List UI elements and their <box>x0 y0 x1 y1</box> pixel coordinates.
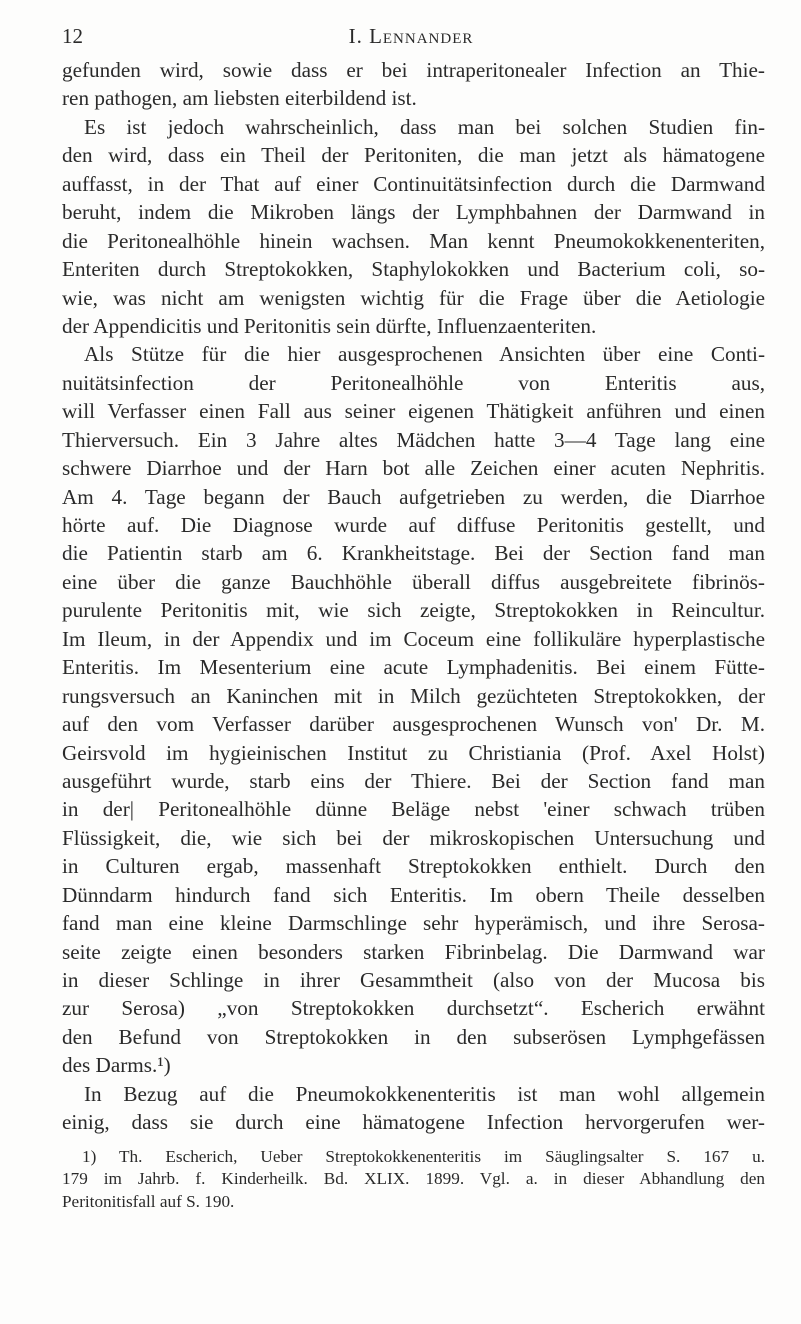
text-line: In Bezug auf die Pneumokokkenenteritis ist man wohl allgemein <box>84 1081 765 1106</box>
text-line: die Peritonealhöhle hinein wachsen. Man kennt Pneumokokkenenteriten, <box>62 228 765 253</box>
footnote-line: 1) Th. Escherich, Ueber Streptokokkenenteritis im Säuglingsalter S. 167 u. <box>82 1147 765 1166</box>
footnote-line: 179 im Jahrb. f. Kinderheilk. Bd. XLIX. 1899. Vgl. a. in dieser Abhandlung den <box>62 1169 765 1189</box>
text-line: Im Ileum, in der Appendix und im Coceum eine follikuläre hyperplastische <box>62 626 765 651</box>
text-line: in Culturen ergab, massenhaft Streptokokken enthielt. Durch den <box>62 854 765 879</box>
footnotes <box>62 1146 765 1213</box>
text-line: eine über die ganze Bauchhöhle überall diffus ausgebreitete fibrinös- <box>62 569 765 594</box>
text-line: den wird, dass ein Theil der Peritoniten, die man jetzt als hämatogene <box>62 143 765 168</box>
text-line: ausgeführt wurde, starb eins der Thiere. Bei der Section fand man <box>62 768 765 793</box>
running-head: I. Lennander <box>348 24 474 48</box>
text-line: einig, dass sie durch eine hämatogene Infection hervorgerufen wer- <box>62 1110 765 1135</box>
text-line: Enteritis. Im Mesenterium eine acute Lymphadenitis. Bei einem Fütte- <box>62 655 765 680</box>
text-line: in dieser Schlinge in ihrer Gesammtheit (also von der Mucosa bis <box>62 968 765 992</box>
text-line: wie, was nicht am wenigsten wichtig für die Frage über die Aetiologie <box>62 285 765 310</box>
text-line: die Patientin starb am 6. Krankheitstage. Bei der Section fand man <box>62 541 765 566</box>
text-line: Geirsvold im hygieinischen Institut zu Christiania (Prof. Axel Holst) <box>62 740 765 765</box>
text-line: nuitätsinfection der Peritonealhöhle von Enteritis aus, <box>62 370 765 395</box>
text-line: Als Stütze für die hier ausgesprochenen Ansichten über eine Conti- <box>84 342 765 367</box>
text-line: fand man eine kleine Darmschlinge sehr hyperämisch, und ihre Serosa- <box>62 911 765 936</box>
text-line: schwere Diarrhoe und der Harn bot alle Zeichen einer acuten Nephritis. <box>62 456 765 481</box>
text-line: Flüssigkeit, die, wie sich bei der mikroskopischen Untersuchung und <box>62 825 765 850</box>
text-line: will Verfasser einen Fall aus seiner eigenen Thätigkeit anführen und einen <box>62 399 765 424</box>
text-line: zur Serosa) „von Streptokokken durchsetzt“. Escherich erwähnt <box>62 996 765 1021</box>
footnote-line: Peritonitisfall auf S. 190. <box>62 1191 235 1211</box>
text-line: hörte auf. Die Diagnose wurde auf diffuse Peritonitis gestellt, und <box>62 513 765 537</box>
text-line: Thierversuch. Ein 3 Jahre altes Mädchen hatte 3—4 Tage lang eine <box>62 427 765 452</box>
page-number: 12 <box>62 24 83 48</box>
text-line: auffasst, in der That auf einer Continuitätsinfection durch die Darmwand <box>62 171 765 196</box>
text-line: purulente Peritonitis mit, wie sich zeigte, Streptokokken in Reincultur. <box>62 598 765 623</box>
body-text <box>62 56 765 1137</box>
text-line: in der| Peritonealhöhle dünne Beläge nebst 'einer schwach trüben <box>62 797 765 822</box>
text-line: rungsversuch an Kaninchen mit in Milch gezüchteten Streptokokken, der <box>62 683 765 708</box>
text-line: Am 4. Tage begann der Bauch aufgetrieben zu werden, die Diarrhoe <box>62 484 765 509</box>
text-line: den Befund von Streptokokken in den subserösen Lymphgefässen <box>62 1024 765 1049</box>
text-line: gefunden wird, sowie dass er bei intraperitonealer Infection an Thie- <box>62 58 765 82</box>
text-line: Enteriten durch Streptokokken, Staphylokokken und Bacterium coli, so- <box>62 257 765 282</box>
text-line: ren pathogen, am liebsten eiterbildend ist. <box>62 86 417 111</box>
text-line: auf den vom Verfasser darüber ausgesprochenen Wunsch von' Dr. M. <box>62 712 765 737</box>
text-line: des Darms.¹) <box>62 1053 171 1078</box>
text-line: der Appendicitis und Peritonitis sein dürfte, Influenzaenteriten. <box>62 313 597 338</box>
text-line: seite zeigte einen besonders starken Fibrinbelag. Die Darmwand war <box>62 939 765 964</box>
text-line: beruht, indem die Mikroben längs der Lymphbahnen der Darmwand in <box>62 200 765 225</box>
page-header <box>56 18 766 52</box>
text-line: Es ist jedoch wahrscheinlich, dass man bei solchen Studien fin- <box>84 114 765 139</box>
text-line: Dünndarm hindurch fand sich Enteritis. Im obern Theile desselben <box>62 882 765 907</box>
